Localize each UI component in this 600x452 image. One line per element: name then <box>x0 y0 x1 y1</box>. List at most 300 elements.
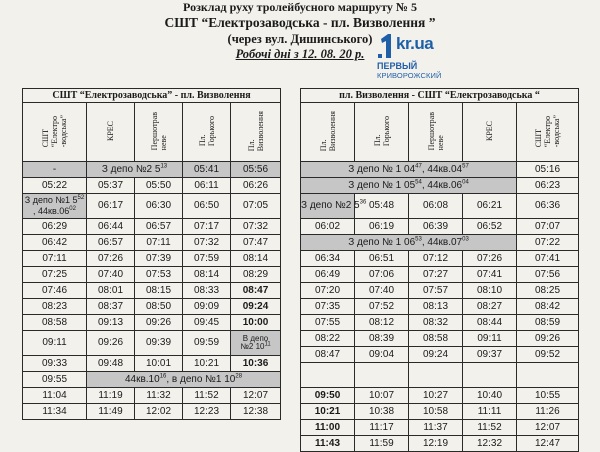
cell-text: 08:14 <box>243 252 269 264</box>
time-cell <box>463 299 517 315</box>
site-logo <box>376 32 468 82</box>
cell-text: 05:41 <box>193 163 220 175</box>
cell-text: 09:48 <box>97 357 124 369</box>
time-cell <box>409 331 463 347</box>
time-cell <box>301 404 355 420</box>
stop-name: КРЕС <box>106 120 115 141</box>
time-cell <box>183 299 231 315</box>
time-cell <box>409 267 463 283</box>
cell-text: 12:02 <box>145 405 172 417</box>
time-cell <box>87 299 135 315</box>
time-cell <box>301 420 355 436</box>
time-cell <box>135 299 183 315</box>
cell-sup: 02 <box>69 206 76 212</box>
time-cell <box>87 331 135 356</box>
cell-sup: 11 <box>264 341 271 348</box>
time-cell <box>183 235 231 251</box>
cell-text: 06:02 <box>314 220 341 232</box>
cell-text: 05:22 <box>41 179 68 191</box>
time-cell <box>23 299 87 315</box>
time-cell <box>355 388 409 404</box>
cell-text: 12:07 <box>243 389 269 401</box>
time-cell <box>517 436 579 452</box>
cell-text: 08:59 <box>535 316 561 328</box>
time-cell <box>355 420 409 436</box>
cell-text: 11:04 <box>42 389 67 401</box>
direction-inbound: пл. Визволення - СШТ “Електрозаводська “ <box>301 89 579 103</box>
time-cell <box>135 251 183 267</box>
cell-text: 08:22 <box>314 332 341 344</box>
cell-text: 07:41 <box>476 268 503 280</box>
cell-text: 08:50 <box>145 300 172 312</box>
time-cell <box>463 251 517 267</box>
time-cell <box>517 283 579 299</box>
cell-text: 08:27 <box>476 300 503 312</box>
cell-text: 07:39 <box>145 252 172 264</box>
time-cell <box>355 404 409 420</box>
time-cell <box>355 363 409 388</box>
cell-text: 08:15 <box>145 284 172 296</box>
cell-text: 08:23 <box>41 300 68 312</box>
cell-text: 08:32 <box>422 316 449 328</box>
cell-text: - <box>52 163 57 175</box>
time-cell <box>231 299 281 315</box>
stop-header <box>409 103 463 162</box>
time-cell <box>517 315 579 331</box>
time-cell <box>135 235 183 251</box>
cell-text: 07:11 <box>42 252 67 264</box>
cell-sup: 36 <box>359 199 367 206</box>
table-row <box>301 331 579 347</box>
time-cell <box>135 356 183 372</box>
time-cell <box>409 363 463 388</box>
time-cell <box>409 404 463 420</box>
table-row <box>23 372 281 388</box>
stop-name: СШТ “Електро -водська” <box>534 114 562 148</box>
cell-text: 12:38 <box>243 405 269 417</box>
cell-text-extra: , 44кв.06 <box>33 206 70 216</box>
cell-text: 06:19 <box>368 220 395 232</box>
time-cell <box>87 219 135 235</box>
cell-text: 09:39 <box>145 337 172 348</box>
stop-name: Пл. Горького <box>372 115 391 147</box>
stop-header <box>23 103 87 162</box>
time-cell <box>231 404 281 420</box>
time-cell <box>409 388 463 404</box>
table-row <box>23 267 281 283</box>
time-cell <box>463 283 517 299</box>
cell-text: 11:49 <box>98 405 123 417</box>
cell-text: 11:34 <box>42 405 67 417</box>
cell-text: 09:24 <box>422 348 449 360</box>
table-row <box>301 315 579 331</box>
cell-text: 06:21 <box>476 200 503 211</box>
cell-text: 07:40 <box>97 268 124 280</box>
timetable-inbound <box>300 88 579 452</box>
time-cell <box>301 283 355 299</box>
time-cell <box>463 267 517 283</box>
stop-header <box>517 103 579 162</box>
cell-text: 09:50 <box>314 389 341 401</box>
cell-text: 08:29 <box>243 268 269 280</box>
time-cell <box>183 251 231 267</box>
cell-sup: 16 <box>159 373 167 380</box>
cell-text: 11:11 <box>477 405 502 417</box>
table-row <box>23 404 281 420</box>
table-row <box>301 347 579 363</box>
time-cell <box>517 299 579 315</box>
cell-text: 07:35 <box>314 300 341 312</box>
cell-text: 08:44 <box>476 316 503 328</box>
cell-text: 10:21 <box>314 405 341 417</box>
time-cell <box>183 219 231 235</box>
cell-text: 10:38 <box>368 405 395 417</box>
time-cell <box>463 436 517 452</box>
time-cell <box>517 347 579 363</box>
cell-text: 06:57 <box>97 236 124 248</box>
cell-text: 06:08 <box>422 200 449 211</box>
time-cell <box>135 331 183 356</box>
cell-sup: 52 <box>77 195 85 201</box>
cell-text: 08:37 <box>97 300 124 312</box>
cell-text: 08:14 <box>193 268 220 280</box>
cell-sup: 47 <box>415 163 422 170</box>
time-cell <box>23 267 87 283</box>
cell-text: 08:33 <box>193 284 220 296</box>
cell-sup: 04 <box>462 179 469 186</box>
table-row <box>23 219 281 235</box>
logo-brand: kr.ua <box>396 34 434 53</box>
time-cell <box>23 194 87 219</box>
time-cell <box>231 331 281 356</box>
time-cell <box>301 299 355 315</box>
stop-header <box>135 103 183 162</box>
cell-text: 08:13 <box>422 300 449 312</box>
time-cell <box>409 251 463 267</box>
cell-text: 11:43 <box>314 437 341 449</box>
table-row <box>301 194 579 219</box>
cell-text-extra: , 44кв.07 <box>421 236 463 248</box>
logo-line1: ПЕРВЫЙ <box>377 61 418 71</box>
table-row <box>23 388 281 404</box>
table-row <box>301 363 579 388</box>
cell-text: 06:49 <box>314 268 341 280</box>
time-cell <box>517 219 579 235</box>
cell-text: 07:25 <box>41 268 68 280</box>
cell-text: 11:00 <box>314 421 341 433</box>
stop-header <box>87 103 135 162</box>
time-cell <box>463 420 517 436</box>
cell-text: 07:06 <box>368 268 395 280</box>
cell-text: 11:32 <box>146 389 171 401</box>
time-cell <box>23 219 87 235</box>
time-cell <box>23 388 87 404</box>
time-cell <box>183 356 231 372</box>
time-cell <box>301 347 355 363</box>
route-via: (через вул. Дишинського) <box>227 32 373 46</box>
time-cell <box>183 404 231 420</box>
stop-header <box>355 103 409 162</box>
time-cell <box>231 235 281 251</box>
table-row <box>23 235 281 251</box>
time-cell <box>231 315 281 331</box>
schedule-days: Робочі дні з 12. 08. 20 р. <box>235 47 365 61</box>
cell-text: 08:25 <box>535 284 561 296</box>
time-cell <box>463 331 517 347</box>
cell-text-extra: , в депо №1 10 <box>166 373 236 385</box>
cell-text: 08:12 <box>368 316 395 328</box>
time-cell <box>301 235 517 251</box>
cell-text: 06:17 <box>97 200 124 211</box>
cell-text: 09:37 <box>476 348 503 360</box>
cell-text: 11:17 <box>369 421 394 433</box>
cell-text: 08:58 <box>41 316 68 328</box>
table-row <box>23 356 281 372</box>
logo-one-icon <box>376 32 396 60</box>
time-cell <box>23 315 87 331</box>
time-cell <box>301 331 355 347</box>
table-row <box>301 162 579 178</box>
table-row <box>23 283 281 299</box>
cell-text: 11:37 <box>423 421 448 433</box>
cell-text: 09:52 <box>535 348 561 360</box>
cell-text: 10:01 <box>145 357 172 369</box>
cell-text: 07:27 <box>422 268 449 280</box>
time-cell <box>517 251 579 267</box>
time-cell <box>517 162 579 178</box>
time-cell <box>23 178 87 194</box>
cell-text: 09:55 <box>41 373 68 385</box>
cell-text: 07:22 <box>535 236 561 248</box>
cell-text: 11:26 <box>535 405 560 417</box>
cell-text: 08:58 <box>422 332 449 344</box>
cell-text: 09:26 <box>535 332 561 344</box>
cell-text: 07:41 <box>535 252 561 264</box>
time-cell <box>463 219 517 235</box>
time-cell <box>517 404 579 420</box>
time-cell <box>23 404 87 420</box>
time-cell <box>135 315 183 331</box>
cell-text: З депо № 1 05 <box>348 179 416 191</box>
time-cell <box>87 315 135 331</box>
cell-text: 12:32 <box>476 437 503 449</box>
time-cell <box>355 436 409 452</box>
time-cell <box>183 267 231 283</box>
table-row <box>301 283 579 299</box>
cell-text: 06:42 <box>41 236 68 248</box>
cell-sup: 28 <box>235 373 243 380</box>
time-cell <box>231 162 281 178</box>
stop-name: Першотрав неве <box>426 111 445 151</box>
cell-sup: 13 <box>160 163 168 170</box>
stop-header <box>183 103 231 162</box>
cell-text: 07:46 <box>41 284 68 296</box>
time-cell <box>409 219 463 235</box>
cell-text: 08:47 <box>242 284 269 296</box>
cell-text: З депо №2 5 <box>101 163 161 175</box>
time-cell <box>517 388 579 404</box>
time-cell <box>231 388 281 404</box>
cell-text: 09:09 <box>193 300 220 312</box>
cell-text: 08:42 <box>535 300 561 312</box>
cell-text: 07:47 <box>243 236 269 248</box>
time-cell <box>135 283 183 299</box>
cell-text: 12:07 <box>535 421 561 433</box>
time-cell <box>23 356 87 372</box>
time-cell <box>301 267 355 283</box>
cell-text: 07:20 <box>314 284 341 296</box>
stop-name: Першотрав неве <box>149 111 168 151</box>
direction-outbound: СШТ “Електрозаводська” - пл. Визволення <box>23 89 281 103</box>
time-cell <box>87 235 135 251</box>
time-cell <box>23 235 87 251</box>
time-cell <box>517 331 579 347</box>
cell-text: 07:07 <box>535 220 561 232</box>
cell-text: 09:26 <box>145 316 172 328</box>
cell-text: 11:52 <box>477 421 502 433</box>
cell-text: 06:34 <box>314 252 341 264</box>
cell-text: 09:24 <box>242 300 269 312</box>
time-cell <box>409 283 463 299</box>
time-cell <box>135 194 183 219</box>
time-cell <box>355 194 409 219</box>
time-cell <box>87 283 135 299</box>
time-cell <box>355 219 409 235</box>
time-cell <box>87 388 135 404</box>
time-cell <box>301 251 355 267</box>
cell-text: 10:00 <box>242 316 269 328</box>
cell-text-extra: , 44кв.06 <box>421 179 463 191</box>
time-cell <box>135 178 183 194</box>
cell-text: 11:52 <box>194 389 219 401</box>
time-cell <box>517 363 579 388</box>
cell-text: 05:16 <box>535 163 561 175</box>
time-cell <box>231 194 281 219</box>
time-cell <box>231 251 281 267</box>
cell-text: 06:57 <box>145 220 172 232</box>
table-row <box>301 267 579 283</box>
cell-text: 07:12 <box>422 252 449 264</box>
cell-text: 09:04 <box>368 348 395 360</box>
cell-text: 07:26 <box>476 252 503 264</box>
stop-name: СШТ “Електро -водська” <box>41 114 68 148</box>
cell-text: З депо № 1 04 <box>348 163 416 175</box>
cell-text: 07:55 <box>314 316 341 328</box>
time-cell <box>135 219 183 235</box>
time-cell <box>463 347 517 363</box>
table-row <box>301 219 579 235</box>
logo-line2: КРИВОРОЖСКИЙ <box>377 71 442 80</box>
time-cell <box>301 178 517 194</box>
time-cell <box>409 194 463 219</box>
time-cell <box>517 194 579 219</box>
time-cell <box>463 194 517 219</box>
cell-text: 07:40 <box>368 284 395 296</box>
time-cell <box>409 315 463 331</box>
time-cell <box>183 315 231 331</box>
time-cell <box>463 315 517 331</box>
cell-text: 05:50 <box>145 179 172 191</box>
cell-text: 08:01 <box>97 284 124 296</box>
cell-text: 10:21 <box>193 357 220 369</box>
table-row <box>301 420 579 436</box>
time-cell <box>301 363 355 388</box>
time-cell <box>183 283 231 299</box>
stop-name: Пл. Визволення <box>318 110 337 152</box>
time-cell <box>231 283 281 299</box>
time-cell <box>409 299 463 315</box>
cell-text: 09:59 <box>193 337 220 348</box>
cell-text: 11:19 <box>98 389 123 401</box>
cell-text: 10:27 <box>422 389 449 401</box>
time-cell <box>87 194 135 219</box>
table-row <box>23 299 281 315</box>
cell-text: 06:29 <box>41 220 68 232</box>
cell-text: З депо №2 5 <box>301 200 360 211</box>
time-cell <box>135 267 183 283</box>
cell-text: 08:10 <box>476 284 503 296</box>
cell-text: 08:47 <box>314 348 341 360</box>
time-cell <box>23 251 87 267</box>
time-cell <box>463 404 517 420</box>
cell-text: 06:39 <box>422 220 449 232</box>
time-cell <box>23 372 87 388</box>
cell-text: 07:05 <box>243 200 269 211</box>
cell-text: 09:11 <box>42 337 67 348</box>
time-cell <box>355 331 409 347</box>
cell-text: 10:55 <box>535 389 561 401</box>
schedule-title: Розклад руху тролейбусного маршруту № 5 <box>183 0 417 14</box>
time-cell <box>87 178 135 194</box>
table-row <box>23 251 281 267</box>
table-row <box>23 194 281 219</box>
time-cell <box>517 178 579 194</box>
cell-text: 12:47 <box>535 437 561 449</box>
time-cell <box>135 388 183 404</box>
cell-sup: 57 <box>462 163 469 170</box>
time-cell <box>301 194 367 219</box>
time-cell <box>23 331 87 356</box>
cell-text: 07:56 <box>535 268 561 280</box>
route-name: СШТ “Електрозаводська - пл. Визволення ” <box>164 15 436 30</box>
time-cell <box>231 178 281 194</box>
table-row <box>23 331 281 356</box>
time-cell <box>409 420 463 436</box>
cell-text: 07:59 <box>193 252 220 264</box>
cell-text: 09:45 <box>193 316 220 328</box>
cell-text: З депо № 1 06 <box>348 236 416 248</box>
stop-name: Пл. Горького <box>197 115 216 147</box>
cell-text: 06:50 <box>193 200 220 211</box>
time-cell <box>231 267 281 283</box>
table-row <box>23 178 281 194</box>
cell-text: 07:52 <box>368 300 395 312</box>
time-cell <box>23 283 87 299</box>
time-cell <box>409 347 463 363</box>
time-cell <box>355 299 409 315</box>
cell-text: 06:44 <box>97 220 124 232</box>
cell-text: 07:53 <box>145 268 172 280</box>
cell-text: 08:39 <box>368 332 395 344</box>
time-cell <box>355 347 409 363</box>
time-cell <box>87 162 183 178</box>
table-row <box>301 404 579 420</box>
table-row <box>301 178 579 194</box>
cell-text: 05:37 <box>97 179 124 191</box>
time-cell <box>409 436 463 452</box>
table-row <box>23 315 281 331</box>
time-cell <box>135 404 183 420</box>
